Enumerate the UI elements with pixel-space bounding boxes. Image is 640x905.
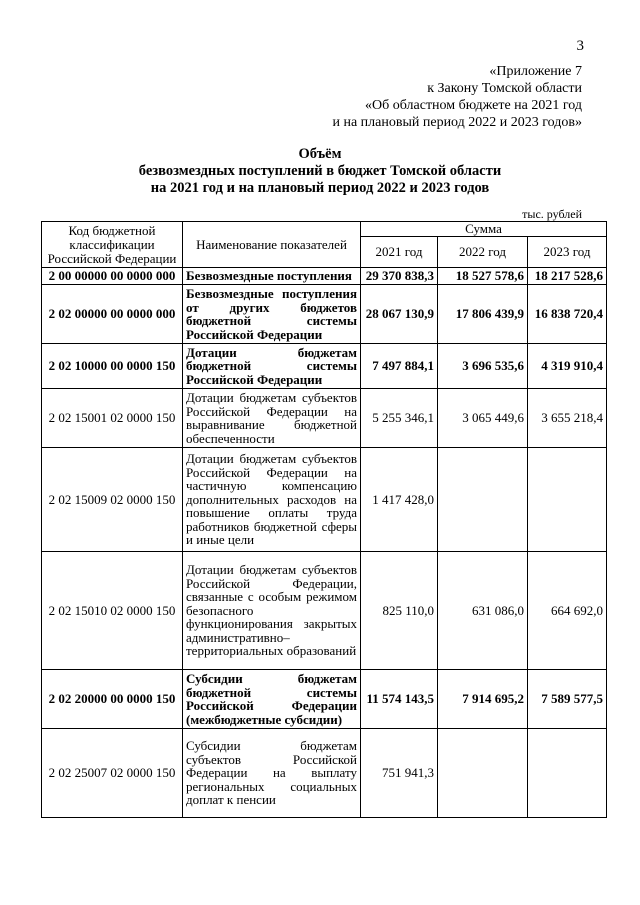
table-row bbox=[42, 552, 607, 670]
row-code: 2 02 15010 02 0000 150 bbox=[42, 552, 183, 670]
row-value-2022: 3 696 535,6 bbox=[438, 344, 528, 389]
row-value-2021: 1 417 428,0 bbox=[361, 448, 438, 552]
row-value-2022: 17 806 439,9 bbox=[438, 285, 528, 344]
row-value-2022: 18 527 578,6 bbox=[438, 268, 528, 285]
row-name: Дотации бюджетам субъектов Российской Федерации на выравнивание бюджетной обеспеченности bbox=[183, 389, 361, 448]
row-value-2023: 3 655 218,4 bbox=[528, 389, 607, 448]
row-name: Дотации бюджетам субъектов Российской Федерации, связанные с особым режимом безопасного функционирования закрытых административно–территориальных образований bbox=[183, 552, 361, 670]
row-value-2023: 16 838 720,4 bbox=[528, 285, 607, 344]
row-code: 2 02 15009 02 0000 150 bbox=[42, 448, 183, 552]
header-year-2021: 2021 год bbox=[361, 237, 438, 268]
budget-table bbox=[41, 221, 607, 818]
header-year-2023: 2023 год bbox=[528, 237, 607, 268]
row-value-2022 bbox=[438, 448, 528, 552]
row-value-2021: 5 255 346,1 bbox=[361, 389, 438, 448]
row-name: Дотации бюджетам бюджетной системы Российской Федерации bbox=[183, 344, 361, 389]
row-code: 2 02 00000 00 0000 000 bbox=[42, 285, 183, 344]
row-value-2022 bbox=[438, 729, 528, 818]
row-value-2023: 7 589 577,5 bbox=[528, 670, 607, 729]
page-number: 3 bbox=[576, 38, 584, 54]
row-name: Субсидии бюджетам субъектов Российской Федерации на выплату региональных социальных доплат к пенсии bbox=[183, 729, 361, 818]
row-name: Безвозмездные поступления bbox=[183, 268, 361, 285]
row-value-2022: 631 086,0 bbox=[438, 552, 528, 670]
appendix-line: и на плановый период 2022 и 2023 годов» bbox=[332, 115, 582, 130]
table-row bbox=[42, 344, 607, 389]
row-code: 2 02 25007 02 0000 150 bbox=[42, 729, 183, 818]
row-value-2023: 4 319 910,4 bbox=[528, 344, 607, 389]
row-value-2021: 28 067 130,9 bbox=[361, 285, 438, 344]
header-year-2022: 2022 год bbox=[438, 237, 528, 268]
row-value-2021: 825 110,0 bbox=[361, 552, 438, 670]
appendix-line: «Приложение 7 bbox=[489, 64, 582, 79]
row-value-2022: 3 065 449,6 bbox=[438, 389, 528, 448]
row-code: 2 00 00000 00 0000 000 bbox=[42, 268, 183, 285]
row-value-2021: 7 497 884,1 bbox=[361, 344, 438, 389]
row-name: Субсидии бюджетам бюджетной системы Российской Федерации (межбюджетные субсидии) bbox=[183, 670, 361, 729]
header-name: Наименование показателей bbox=[183, 222, 361, 268]
header-code: Код бюджетной классификации Российской Федерации bbox=[42, 222, 183, 268]
document-title bbox=[0, 146, 640, 197]
row-code: 2 02 20000 00 0000 150 bbox=[42, 670, 183, 729]
table-row bbox=[42, 448, 607, 552]
title-line: Объём bbox=[298, 146, 342, 162]
row-code: 2 02 15001 02 0000 150 bbox=[42, 389, 183, 448]
row-value-2022: 7 914 695,2 bbox=[438, 670, 528, 729]
appendix-header bbox=[332, 63, 582, 131]
row-value-2021: 11 574 143,5 bbox=[361, 670, 438, 729]
header-amount: Сумма bbox=[361, 222, 607, 237]
row-value-2021: 751 941,3 bbox=[361, 729, 438, 818]
title-line: безвозмездных поступлений в бюджет Томской области bbox=[138, 163, 502, 179]
row-name: Дотации бюджетам субъектов Российской Федерации на частичную компенсацию дополнительных расходов на повышение оплаты труда работников бюджетной сферы и иные цели bbox=[183, 448, 361, 552]
table-row bbox=[42, 670, 607, 729]
table-row bbox=[42, 285, 607, 344]
appendix-line: к Закону Томской области bbox=[427, 81, 582, 96]
row-name: Безвозмездные поступления от других бюджетов бюджетной системы Российской Федерации bbox=[183, 285, 361, 344]
table-row bbox=[42, 268, 607, 285]
title-line: на 2021 год и на плановый период 2022 и 2023 годов bbox=[150, 180, 490, 196]
units-label: тыс. рублей bbox=[522, 207, 582, 221]
row-value-2023 bbox=[528, 448, 607, 552]
appendix-line: «Об областном бюджете на 2021 год bbox=[365, 98, 582, 113]
table-row bbox=[42, 729, 607, 818]
row-value-2023: 18 217 528,6 bbox=[528, 268, 607, 285]
row-value-2021: 29 370 838,3 bbox=[361, 268, 438, 285]
table-row bbox=[42, 389, 607, 448]
row-code: 2 02 10000 00 0000 150 bbox=[42, 344, 183, 389]
row-value-2023: 664 692,0 bbox=[528, 552, 607, 670]
row-value-2023 bbox=[528, 729, 607, 818]
